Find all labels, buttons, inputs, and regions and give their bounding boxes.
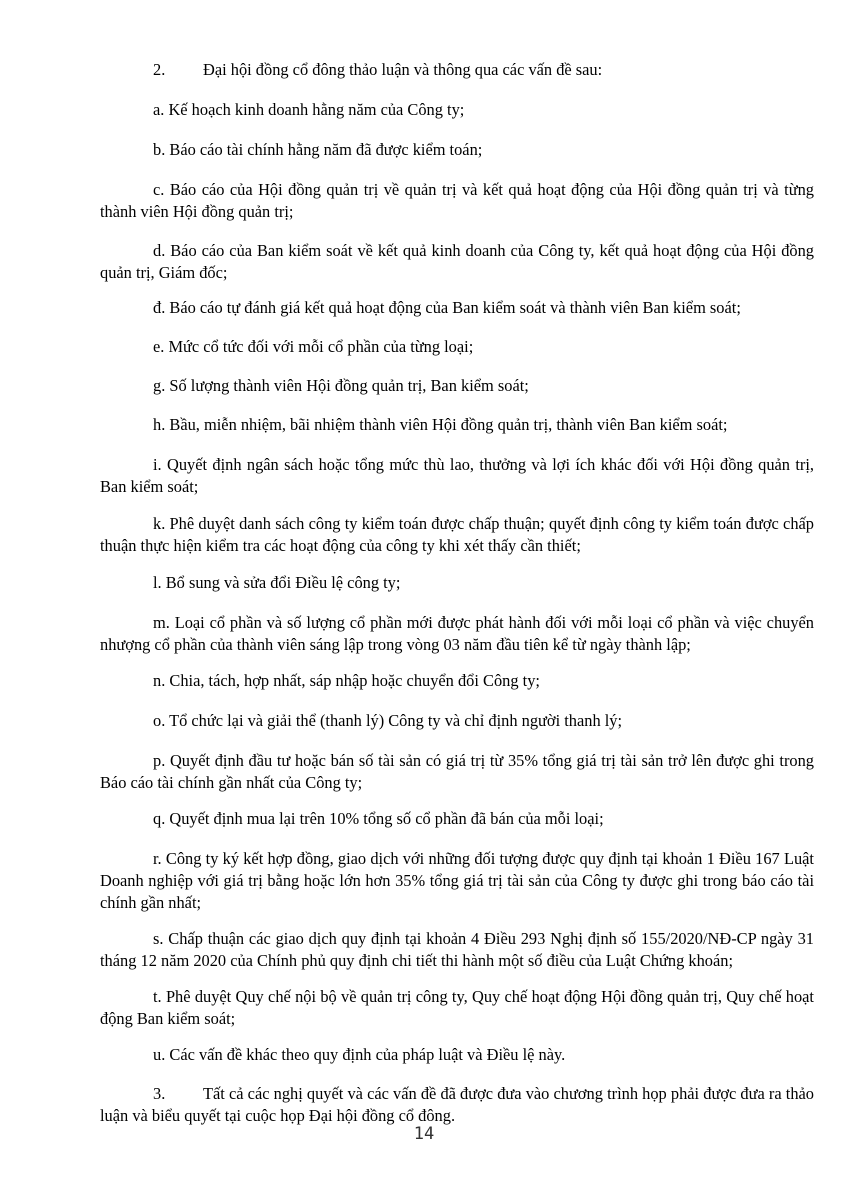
item-n: n. Chia, tách, hợp nhất, sáp nhập hoặc chuyển đổi Công ty; [153,671,540,690]
item-s: s. Chấp thuận các giao dịch quy định tại khoản 4 Điều 293 Nghị định số 155/2020/NĐ-CP ngày 31 tháng 12 năm 2020 của Chính phủ quy định chi tiết thi hành một số điều của Luật Chứng khoán; [100,929,814,970]
clause-2 [153,59,814,81]
clause-3-number: 3. [153,1084,166,1103]
item-u: u. Các vấn đề khác theo quy định của pháp luật và Điều lệ này. [153,1045,566,1064]
page-number: 14 [413,1124,435,1144]
item-i: i. Quyết định ngân sách hoặc tổng mức thù lao, thưởng và lợi ích khác đối với Hội đồng quản trị, Ban kiểm soát; [100,455,814,496]
item-a: a. Kế hoạch kinh doanh hằng năm của Công ty; [153,100,465,119]
item-r: r. Công ty ký kết hợp đồng, giao dịch với những đối tượng được quy định tại khoản 1 Điều 167 Luật Doanh nghiệp với giá trị bằng hoặc lớn hơn 35% tổng giá trị tài sản của Công ty được ghi trong báo cáo tài chính gần nhất; [100,849,814,912]
item-d: d. Báo cáo của Ban kiểm soát về kết quả kinh doanh của Công ty, kết quả hoạt động của Hội đồng quản trị, Giám đốc; [100,241,814,282]
item-dd: đ. Báo cáo tự đánh giá kết quả hoạt động của Ban kiểm soát và thành viên Ban kiểm soát; [153,298,741,317]
item-b: b. Báo cáo tài chính hằng năm đã được kiểm toán; [153,140,483,159]
clause-2-number: 2. [153,60,166,79]
item-h: h. Bầu, miễn nhiệm, bãi nhiệm thành viên Hội đồng quản trị, thành viên Ban kiểm soát; [153,415,728,434]
clause-3-text: Tất cả các nghị quyết và các vấn đề đã được đưa vào chương trình họp phải được đưa ra thảo luận và biểu quyết tại cuộc họp Đại hội đồng cổ đông. [100,1084,814,1125]
item-q: q. Quyết định mua lại trên 10% tổng số cổ phần đã bán của mỗi loại; [153,809,604,828]
item-g: g. Số lượng thành viên Hội đồng quản trị, Ban kiểm soát; [153,376,529,395]
clause-2-text: Đại hội đồng cổ đông thảo luận và thông qua các vấn đề sau: [203,60,603,79]
item-l: l. Bổ sung và sửa đổi Điều lệ công ty; [153,573,401,592]
item-e: e. Mức cổ tức đối với mỗi cổ phần của từng loại; [153,337,474,356]
item-p: p. Quyết định đầu tư hoặc bán số tài sản có giá trị từ 35% tổng giá trị tài sản trở lên được ghi trong Báo cáo tài chính gần nhất của Công ty; [100,751,814,792]
item-m: m. Loại cổ phần và số lượng cổ phần mới được phát hành đối với mỗi loại cổ phần và việc chuyển nhượng cổ phần của thành viên sáng lập trong vòng 03 năm đầu tiên kể từ ngày thành lập; [100,613,814,654]
item-k: k. Phê duyệt danh sách công ty kiểm toán được chấp thuận; quyết định công ty kiểm toán được chấp thuận thực hiện kiểm tra các hoạt động của công ty khi xét thấy cần thiết; [100,514,814,555]
clause-3 [100,1083,814,1127]
item-c: c. Báo cáo của Hội đồng quản trị về quản trị và kết quả hoạt động của Hội đồng quản trị và từng thành viên Hội đồng quản trị; [100,180,814,221]
item-o: o. Tổ chức lại và giải thể (thanh lý) Công ty và chỉ định người thanh lý; [153,711,623,730]
item-t: t. Phê duyệt Quy chế nội bộ về quản trị công ty, Quy chế hoạt động Hội đồng quản trị, Quy chế hoạt động Ban kiểm soát; [100,987,814,1028]
